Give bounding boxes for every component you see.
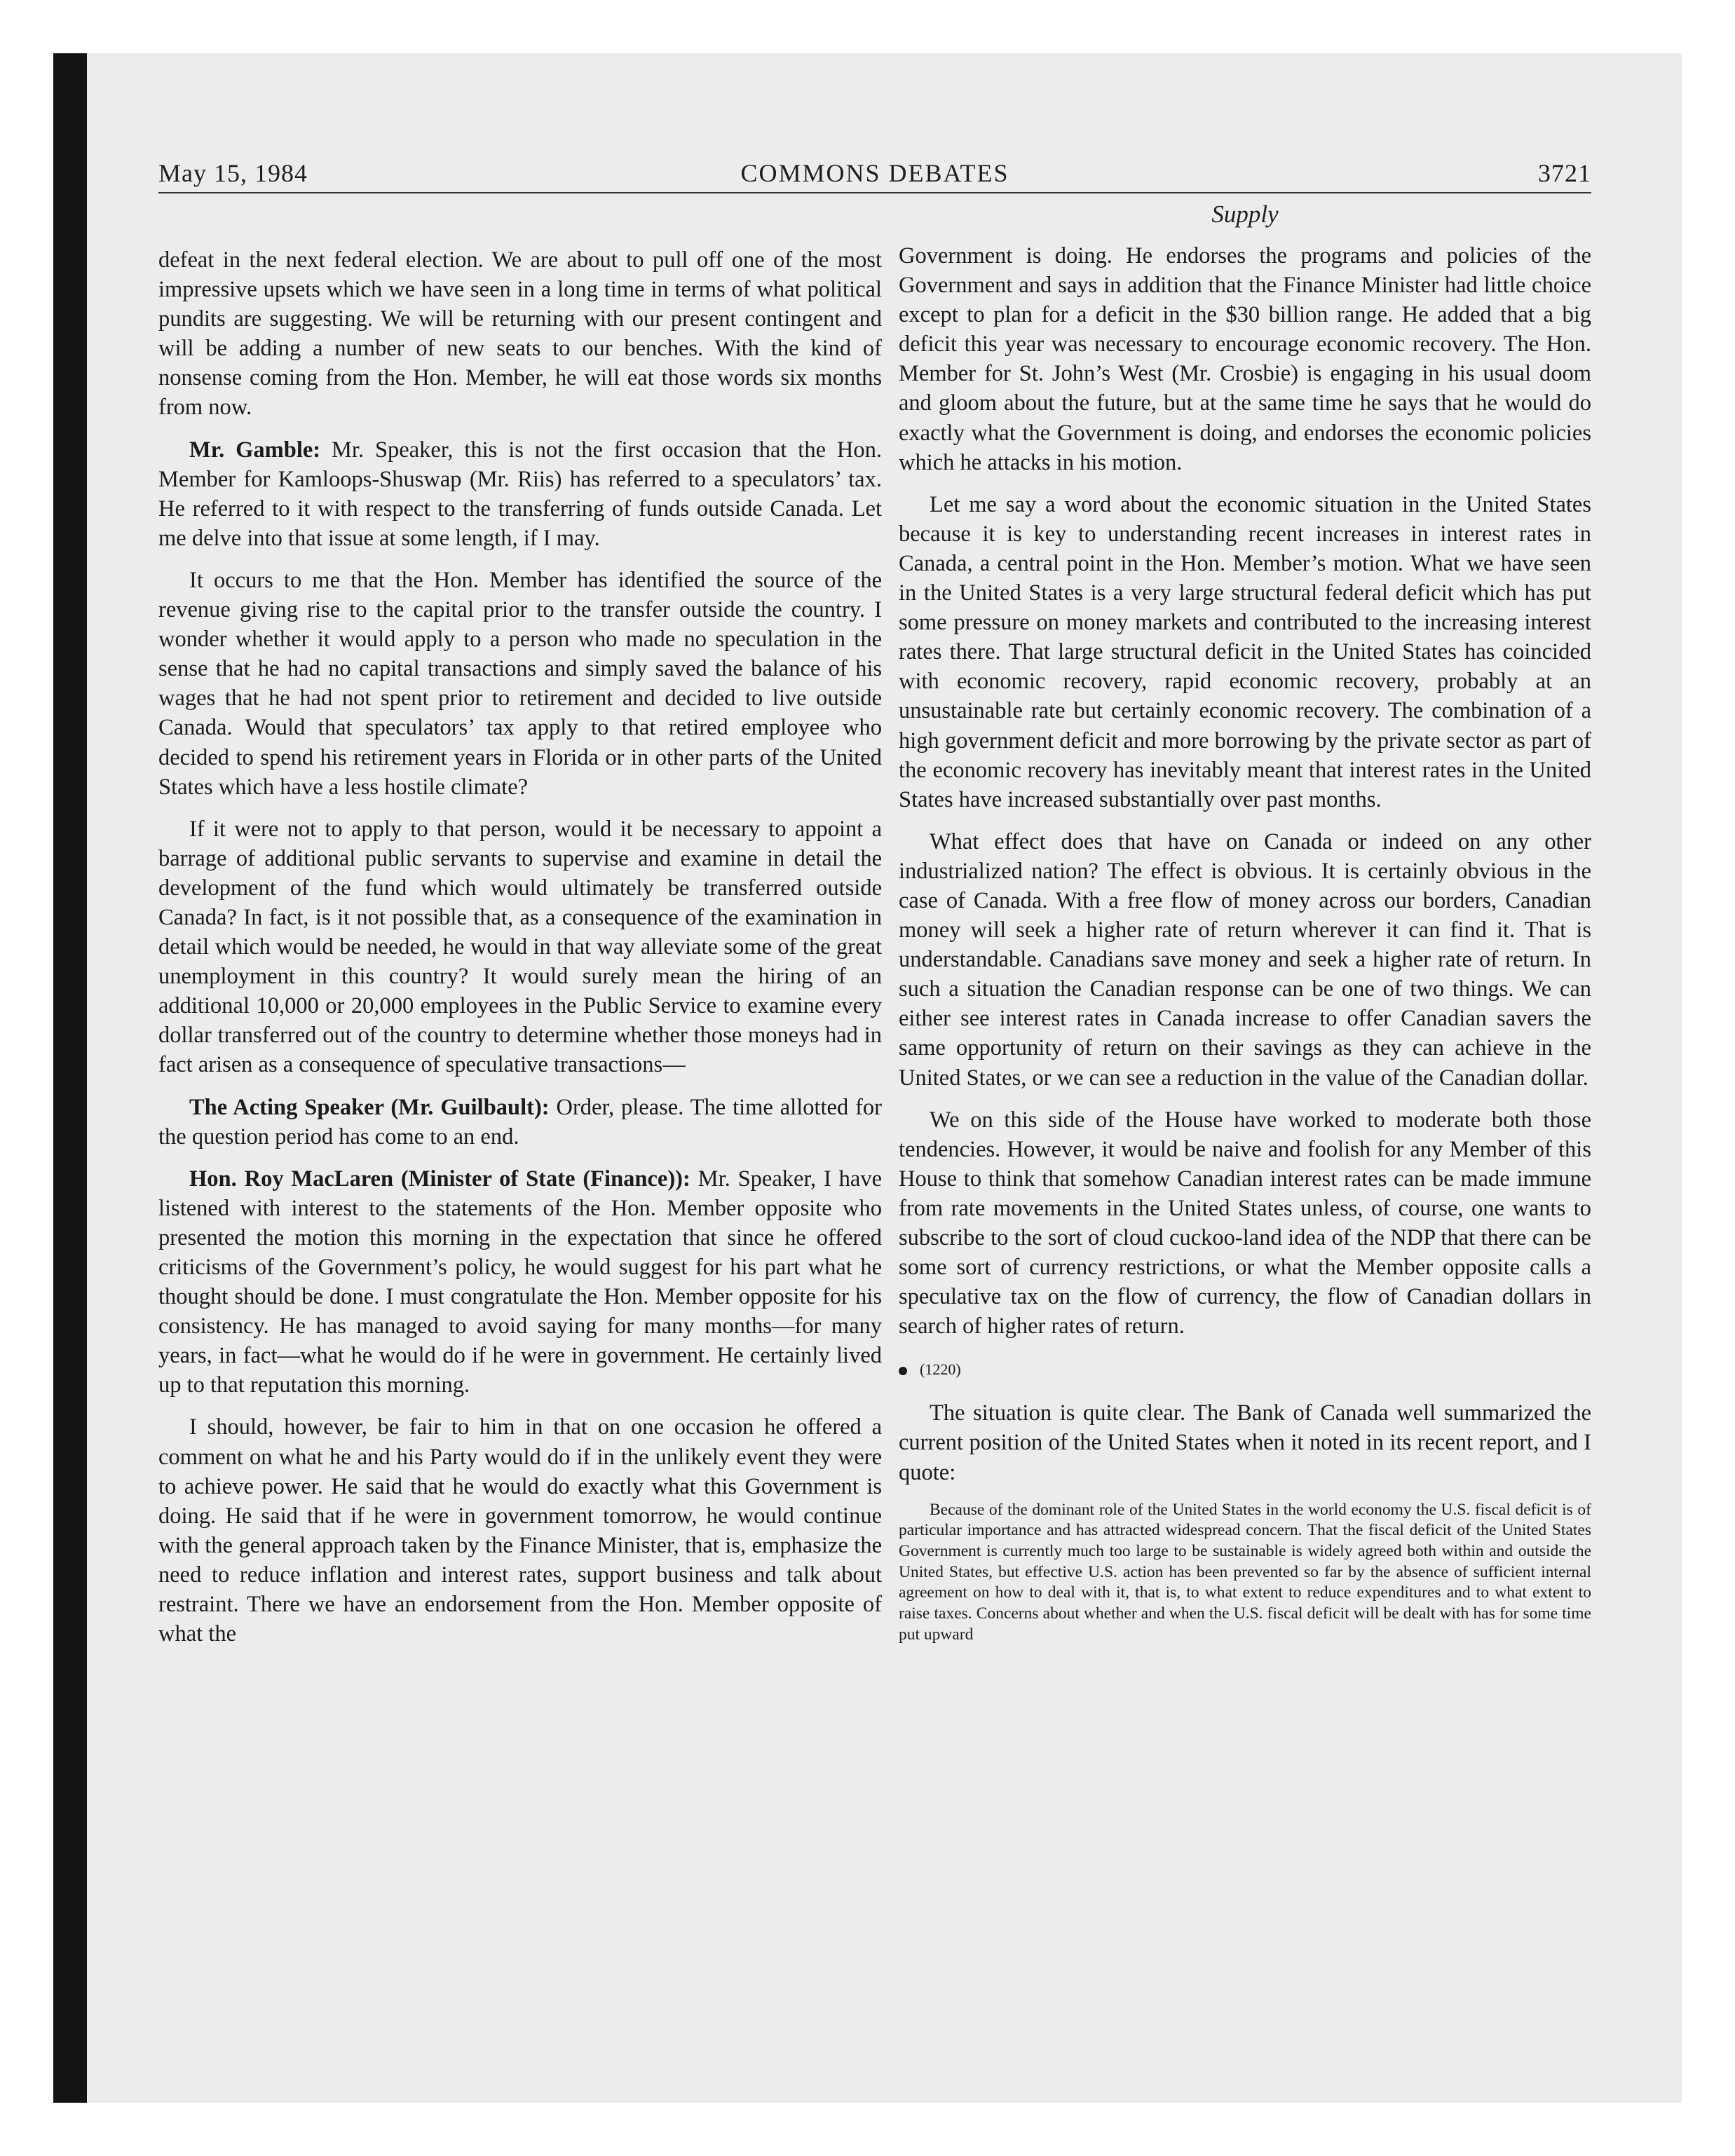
paragraph (158, 1164, 882, 1400)
running-header (158, 150, 1591, 193)
paragraph: If it were not to apply to that person, would it be necessary to appoint a barrage of additional public servants to supervise and examine in detail the development of the fund which would ultimately be transferred outside Canada? In fact, is it not possible that, as a consequence of the examination in detail which would be needed, he would in that way alleviate some of the great unemployment in this country? It would surely mean the hiring of an additional 10,000 or 20,000 employees in the Public Service to examine every dollar transferred out of the country to determine whether those moneys had in fact arisen as a consequence of speculative transactions— (158, 816, 882, 1078)
header-page-number: 3721 (1538, 159, 1591, 187)
speaker-name: Hon. Roy MacLaren (Minister of State (Finance)): (189, 1166, 690, 1192)
paragraph: defeat in the next federal election. We are about to pull off one of the most impressive upsets which we have seen in a long time in terms of what political pundits are suggesting. We will be returning with our present contingent and will be adding a number of new seats to our benches. With the kind of nonsense coming from the Hon. Member, he will eat those words six months from now. (158, 247, 882, 421)
header-title: COMMONS DEBATES (740, 159, 1009, 187)
left-column (158, 245, 882, 1661)
header-date: May 15, 1984 (158, 159, 308, 187)
paragraph: We on this side of the House have worked to moderate both those tendencies. However, it would be naive and foolish for any Member of this House to think that somehow Canadian interest rates can be made immune from rate movements in the United States unless, of course, one wants to subscribe to the sort of cloud cuckoo-land idea of the NDP that there can be some sort of currency restrictions, or what the Member opposite calls a speculative tax on the flow of currency, the flow of Canadian dollars in search of higher rates of return. (899, 1107, 1591, 1339)
speech-text: Order, please. The time allotted for the question period has come to an end. (158, 1094, 883, 1149)
time-marker (899, 1359, 1591, 1380)
scan-binding-edge (53, 53, 87, 2103)
paragraph: Let me say a word about the economic situation in the United States because it is key to understanding recent increases in interest rates in Canada, a central point in the Hon. Member’s motion. What we have seen in the United States is a very large structural federal deficit which has put some pressure on money markets and contributed to the increasing interest rates there. That large structural deficit in the United States has coincided with economic recovery, rapid economic recovery, probably at an unsustainable rate but certainly economic recovery. The combination of a high government deficit and more borrowing by the private sector as part of the economic recovery has inevitably meant that interest rates in the United States have increased substantially over past months. (899, 491, 1591, 812)
paragraph: I should, however, be fair to him in that on one occasion he offered a comment on what he and his Party would do if in the unlikely event they were to achieve power. He said that he would do exactly what this Government is doing. He said that if he were in government tomorrow, he would continue with the general approach taken by the Finance Minister, that is, emphasize the need to reduce inflation and interest rates, support business and talk about restraint. There we have an endorsement from the Hon. Member opposite of what the (158, 1414, 882, 1647)
timestamp: (1220) (920, 1360, 961, 1379)
paragraph (158, 1093, 882, 1152)
paragraph (158, 435, 882, 553)
paragraph: It occurs to me that the Hon. Member has identified the source of the revenue giving rise to the capital prior to the transfer outside the country. I wonder whether it would apply to a person who made no speculation in the sense that he had no capital transactions and simply saved the balance of his wages that he had not spent prior to retirement and decided to live outside Canada. Would that speculators’ tax apply to that retired employee who decided to spend his retirement years in Florida or in other parts of the United States which have a less hostile climate? (158, 567, 882, 800)
paragraph: Government is doing. He endorses the programs and policies of the Government and says in addition that the Finance Minister had little choice except to plan for a deficit in the $30 billion range. He added that a big deficit this year was necessary to encourage economic recovery. The Hon. Member for St. John’s West (Mr. Crosbie) is engaging in his usual doom and gloom about the future, but at the same time he says that he would do exactly what the Government is doing, and endorses the economic policies which he attacks in his motion. (899, 243, 1591, 475)
section-title: Supply (1211, 200, 1279, 228)
speaker-name: Mr. Gamble: (189, 437, 321, 463)
right-column (899, 241, 1591, 1658)
paragraph: The situation is quite clear. The Bank of Canada well summarized the current position of the United States when it noted in its recent report, and I quote: (899, 1400, 1591, 1485)
bullet-icon (899, 1367, 907, 1375)
paragraph: What effect does that have on Canada or indeed on any other industrialized nation? The effect is obvious. It is certainly obvious in the case of Canada. With a free flow of money across our borders, Canadian money will seek a higher rate of return wherever it can find it. That is understandable. Canadians save money and seek a higher rate of return. In such a situation the Canadian response can be one of two things. We can either see interest rates in Canada increase to offer Canadian savers the same opportunity of return on their savings as they can achieve in the United States, or we can see a reduction in the value of the Canadian dollar. (899, 828, 1591, 1091)
speech-text: Mr. Speaker, this is not the first occasion that the Hon. Member for Kamloops-Shuswap (Mr. Riis) has referred to a speculators’ tax. He referred to it with respect to the transferring of funds outside Canada. Let me delve into that issue at some length, if I may. (158, 437, 883, 551)
speech-text: Mr. Speaker, I have listened with interest to the statements of the Hon. Member opposite who presented the motion this morning in the expectation that since he offered criticisms of the Government’s policy, he would suggest for his part what he thought should be done. I must congratulate the Hon. Member opposite for his consistency. He has managed to avoid saying for many months—for many years, in fact—what he would do if he were in government. He certainly lived up to that reputation this morning. (158, 1166, 882, 1398)
speaker-name: The Acting Speaker (Mr. Guilbault): (189, 1094, 550, 1120)
block-quote: Because of the dominant role of the United States in the world economy the U.S. fiscal deficit is of particular importance and has attracted widespread concern. That the fiscal deficit of the United States Government is currently much too large to be sustainable is widely agreed both within and outside the United States, but effective U.S. action has been prevented so far by the absence of sufficient internal agreement on how to deal with it, that is, to what extent to reduce expenditures and to what extent to raise taxes. Concerns about whether and when the U.S. fiscal deficit will be dealt with has for some time put upward (899, 1500, 1591, 1644)
